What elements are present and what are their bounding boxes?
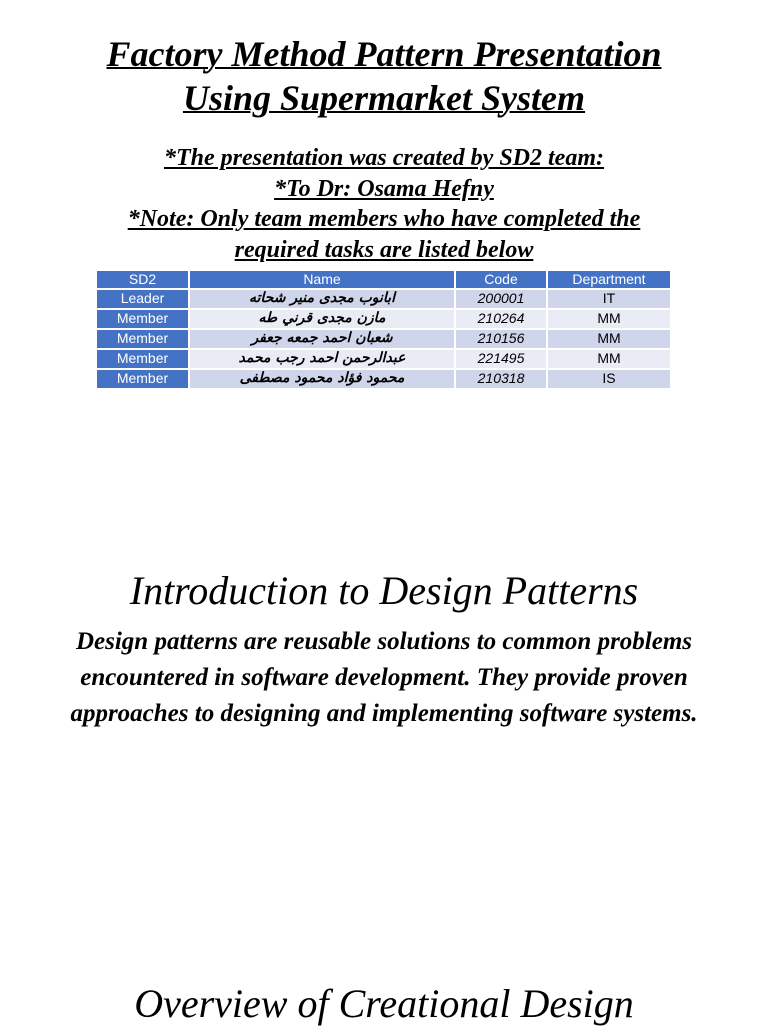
credits-note-line-1: *Note: Only team members who have completed the xyxy=(127,206,641,232)
name-cell: عبدالرحمن احمد رجب محمد xyxy=(189,349,455,369)
table-row xyxy=(97,309,671,329)
name-cell: محمود فؤاد محمود مصطفى xyxy=(189,369,455,388)
page-title xyxy=(0,32,768,120)
team-table-header-row xyxy=(97,271,671,289)
role-cell: Leader xyxy=(97,289,189,309)
table-row xyxy=(97,369,671,388)
role-cell: Member xyxy=(97,349,189,369)
title-line-2: Using Supermarket System xyxy=(182,78,586,118)
column-header-code: Code xyxy=(455,271,547,289)
column-header-name: Name xyxy=(189,271,455,289)
code-cell: 210264 xyxy=(455,309,547,329)
code-cell: 200001 xyxy=(455,289,547,309)
code-cell: 221495 xyxy=(455,349,547,369)
name-cell: مازن مجدى قرني طه xyxy=(189,309,455,329)
intro-body-text: Design patterns are reusable solutions to common problems encountered in software development. They provide proven approaches to designing and implementing software systems. xyxy=(70,628,698,727)
table-row xyxy=(97,289,671,309)
column-header-sd2: SD2 xyxy=(97,271,189,289)
department-cell: MM xyxy=(547,309,671,329)
role-cell: Member xyxy=(97,309,189,329)
credits-created-by: *The presentation was created by SD2 team: xyxy=(164,145,604,171)
title-line-1: Factory Method Pattern Presentation xyxy=(106,34,662,74)
department-cell: MM xyxy=(547,349,671,369)
credits-to: *To Dr: Osama Hefny xyxy=(274,175,494,202)
credits-note-line-2: required tasks are listed below xyxy=(234,236,534,263)
name-cell: ابانوب مجدى منير شحاته xyxy=(189,289,455,309)
code-cell: 210318 xyxy=(455,369,547,388)
intro-heading: Introduction to Design Patterns xyxy=(129,568,639,613)
name-cell: شعبان احمد جمعه جعفر xyxy=(189,329,455,349)
department-cell: MM xyxy=(547,329,671,349)
column-header-department: Department xyxy=(547,271,671,289)
team-table xyxy=(97,271,672,388)
credits-block xyxy=(40,143,728,265)
role-cell: Member xyxy=(97,369,189,388)
role-cell: Member xyxy=(97,329,189,349)
table-row xyxy=(97,329,671,349)
overview-heading: Overview of Creational Design xyxy=(134,981,634,1026)
department-cell: IS xyxy=(547,369,671,388)
table-row xyxy=(97,349,671,369)
department-cell: IT xyxy=(547,289,671,309)
code-cell: 210156 xyxy=(455,329,547,349)
